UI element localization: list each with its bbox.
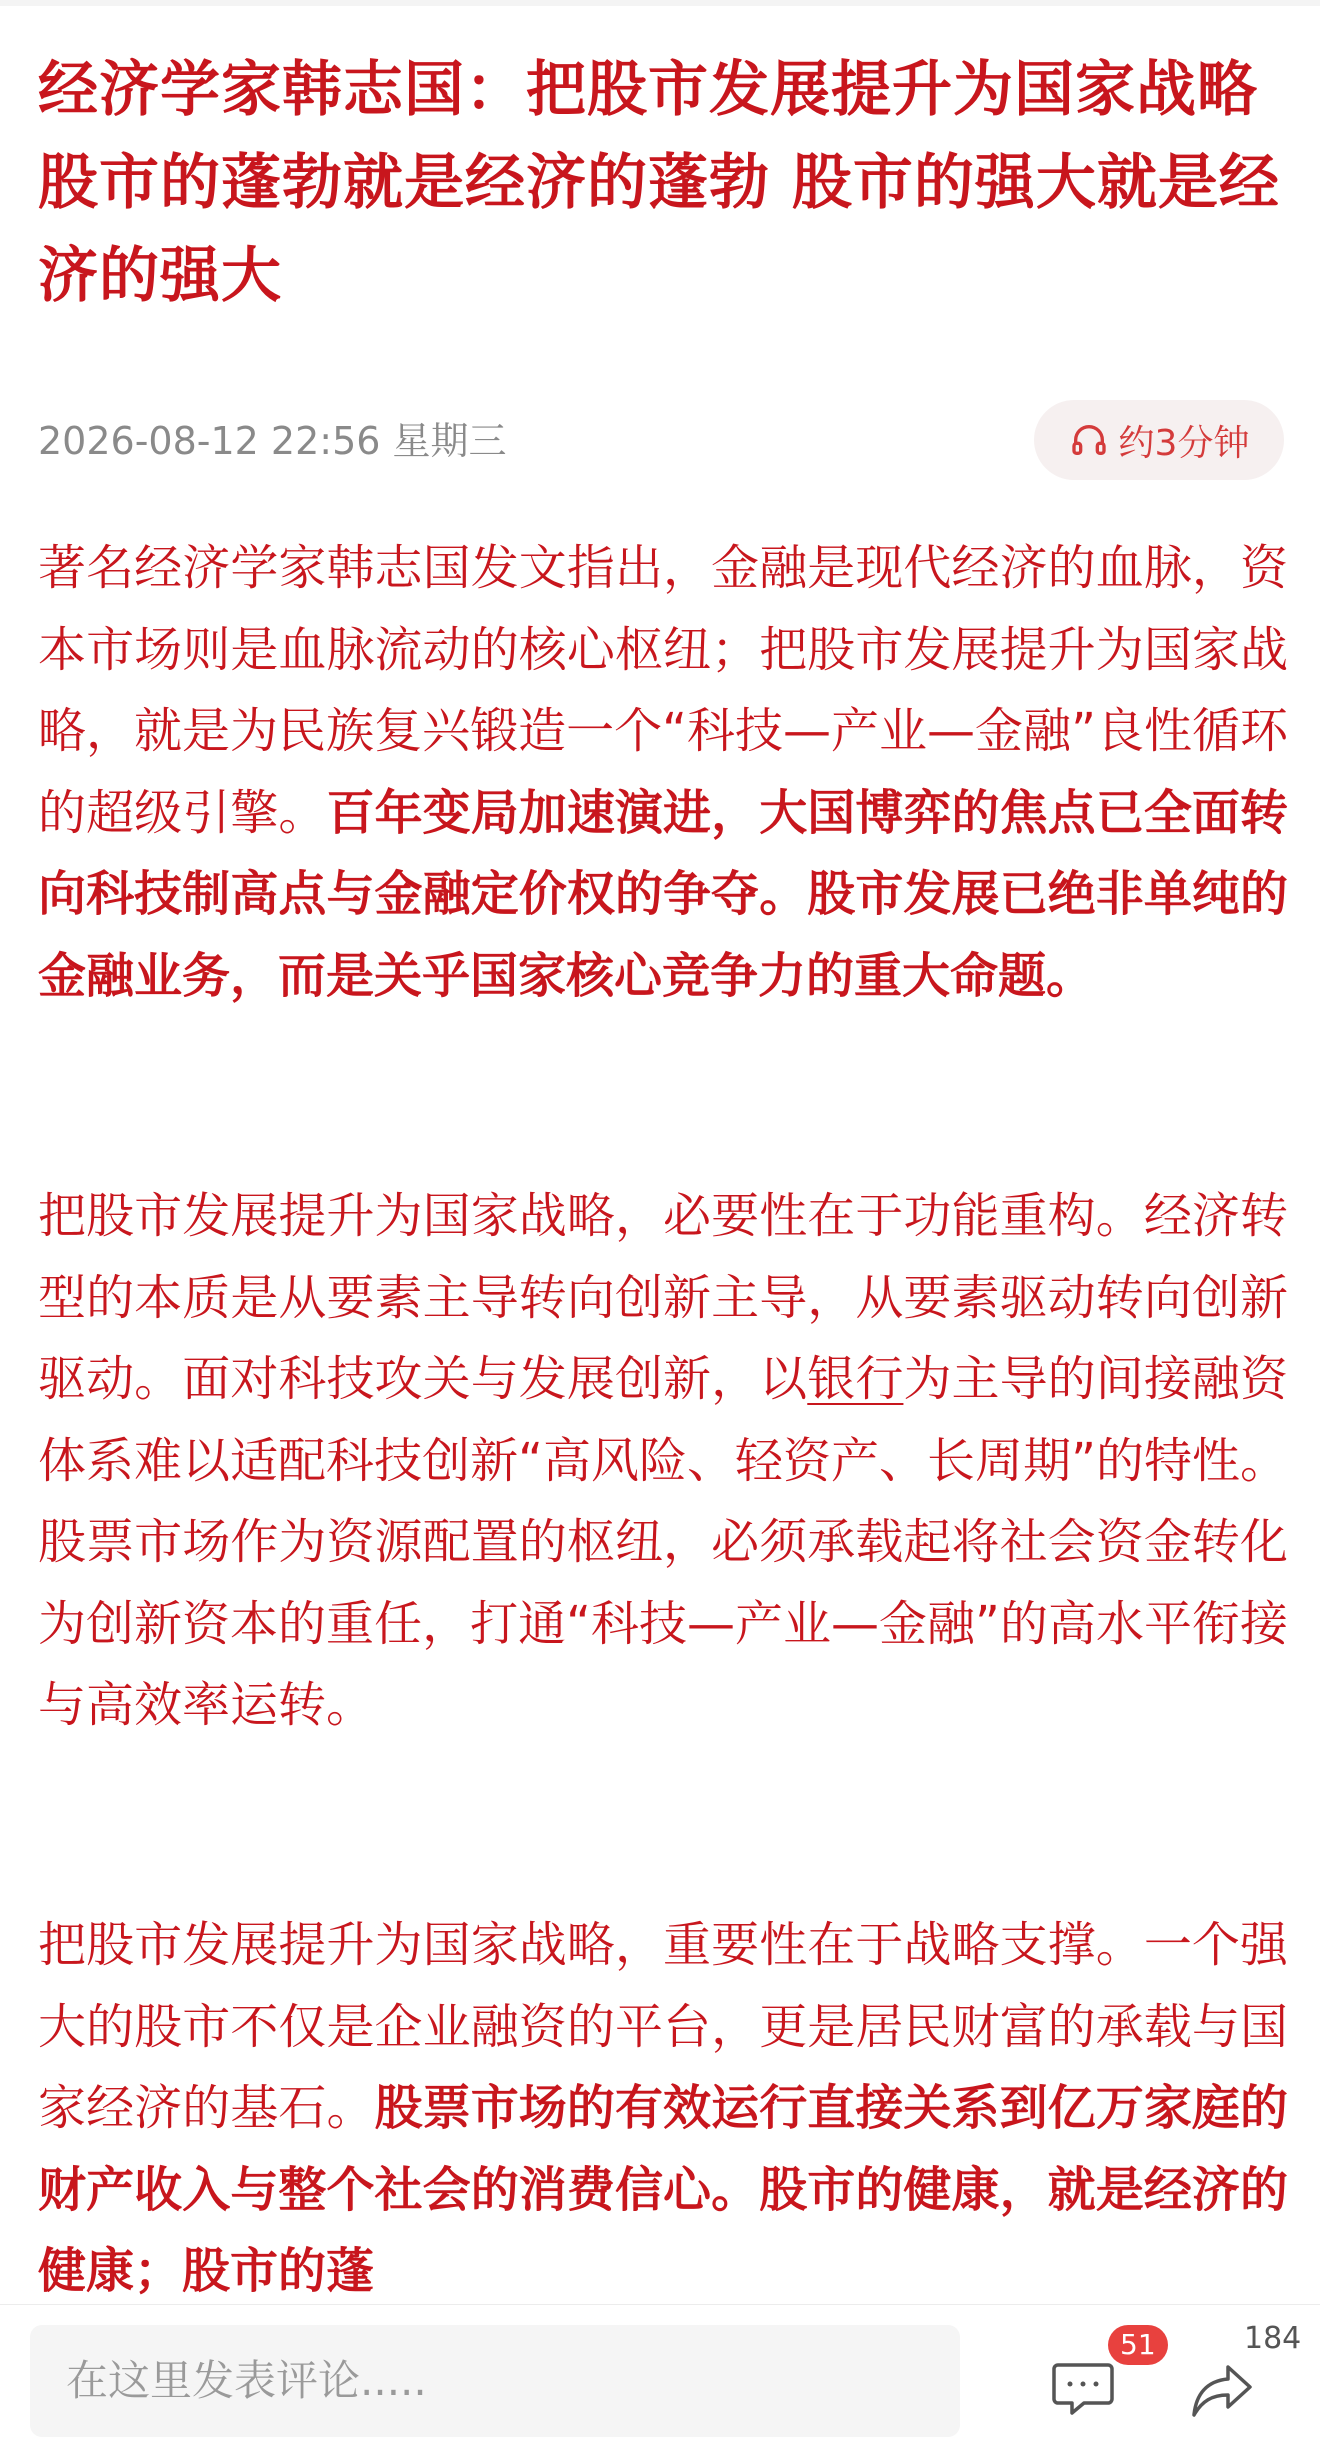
paragraph-text: 为主导的间接融资体系难以适配科技创新“高风险、轻资产、长周期”的特性。股票市场作为资源配置的枢纽，必须承载起将社会资金转化为创新资本的重任，打通“科技—产业—金融”的高水平衔接与高效率运转。 [38, 1351, 1288, 1733]
comment-button[interactable] [1050, 2357, 1130, 2427]
comment-count-badge: 51 [1108, 2325, 1168, 2365]
article-paragraph [38, 1905, 1288, 2304]
listen-duration: 约3分钟 [1118, 422, 1250, 464]
top-divider [0, 0, 1320, 6]
listen-button[interactable] [1034, 400, 1284, 480]
paragraph-text: 著名经济学家韩志国发文指出，金融是现代经济的血脉，资本市场则是血脉流动的核心枢纽；把股市发展提升为国家战略，就是为民族复兴锻造一个“科技—产业—金融”良性循环的超级引擎。 [38, 540, 1288, 841]
paragraph-text: 把股市发展提升为国家战略，必要性在于功能重构。经济转型的本质是从要素主导转向创新主导，从要素驱动转向创新驱动。面对科技攻关与发展创新，以 [38, 1188, 1288, 1407]
paragraph-bold-text: 股票市场的有效运行直接关系到亿万家庭的财产收入与整个社会的消费信心。股市的健康，就是经济的健康；股市的蓬 [38, 2080, 1288, 2299]
bottom-bar [0, 2304, 1320, 2452]
share-button[interactable] [1190, 2361, 1260, 2427]
comment-bubble-icon [1050, 2404, 1116, 2423]
article-paragraph [38, 528, 1288, 1017]
paragraph-bold-text: 百年变局加速演进，大国博弈的焦点已全面转向科技制高点与金融定价权的争夺。股市发展已绝非单纯的金融业务，而是关乎国家核心竞争力的重大命题。 [38, 784, 1288, 1004]
paragraph-text: 把股市发展提升为国家战略，重要性在于战略支撑。一个强大的股市不仅是企业融资的平台，更是居民财富的承载与国家经济的基石。 [38, 1917, 1288, 2136]
article-title: 经济学家韩志国：把股市发展提升为国家战略 股市的蓬勃就是经济的蓬勃 股市的强大就是经济的强大 [38, 55, 1280, 311]
share-arrow-icon [1190, 2406, 1254, 2425]
article-datetime: 2026-08-12 22:56 星期三 [38, 419, 507, 463]
share-count: 184 [1244, 2321, 1302, 2356]
bank-link[interactable]: 银行 [807, 1351, 904, 1407]
comment-input[interactable]: 在这里发表评论..... [30, 2325, 960, 2437]
article-paragraph [38, 1176, 1288, 1747]
headphones-icon [1069, 420, 1109, 460]
